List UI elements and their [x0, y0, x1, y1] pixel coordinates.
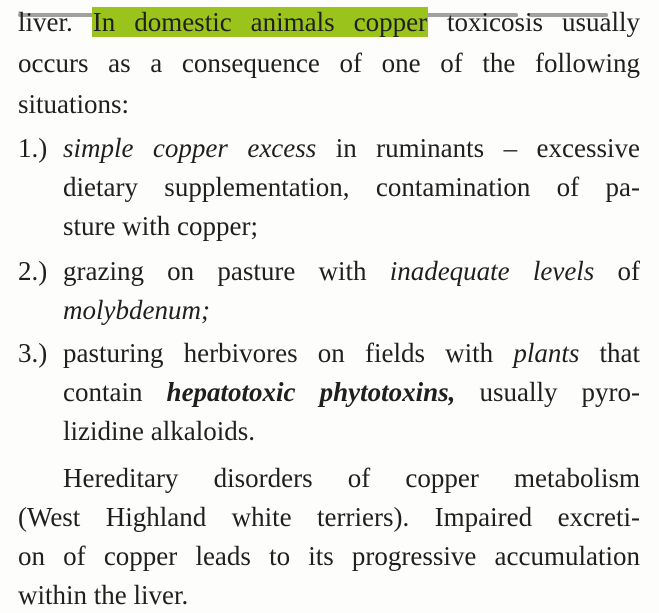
- emphasis-text: plants: [513, 338, 580, 368]
- list-number: 2.): [18, 256, 48, 286]
- text-run: grazing on pasture with: [63, 256, 367, 286]
- emphasis-text: molybdenum;: [63, 295, 210, 325]
- paragraph-bottom-line-1: Hereditary disorders of copper metabolism: [63, 463, 640, 493]
- text-run: contain: [63, 377, 143, 407]
- emphasis-text: hepatotoxic phytotoxins,: [166, 377, 456, 407]
- paragraph-bottom-line-3: on of copper leads to its progressive accumulation: [18, 541, 640, 571]
- list-item-1-line-2: dietary supplementation, contamination of pa-: [63, 172, 640, 202]
- list-number: 3.): [18, 338, 48, 368]
- list-item-1-line-3: sture with copper;: [63, 211, 258, 241]
- text-run: of: [617, 256, 640, 286]
- list-item-1-line-1: [63, 130, 640, 166]
- list-item-2-line-1: [63, 253, 640, 289]
- list-item-3-line-2: [63, 374, 640, 410]
- paragraph-top-line-1: [18, 4, 640, 40]
- list-number: 1.): [18, 133, 48, 163]
- list-item-2-line-2: [63, 292, 210, 328]
- highlighted-text: In domestic animals copper: [92, 7, 428, 37]
- paragraph-top-line-2: occurs as a consequence of one of the following: [18, 48, 640, 78]
- list-item-3-line-3: lizidine alkaloids.: [63, 416, 255, 446]
- text-run: usually pyro-: [479, 377, 640, 407]
- text-run: pasturing herbivores on fields with: [63, 338, 494, 368]
- text-run: liver.: [18, 7, 73, 37]
- paragraph-bottom-line-2: (West Highland white terriers). Impaired excreti-: [18, 502, 640, 532]
- text-run: that: [599, 338, 641, 368]
- paragraph-bottom-line-4: within the liver.: [18, 580, 189, 610]
- emphasis-text: simple copper excess: [63, 133, 317, 163]
- list-item-3-line-1: [63, 335, 640, 371]
- emphasis-text: inadequate levels: [389, 256, 595, 286]
- paragraph-top-line-3: situations:: [18, 89, 130, 119]
- text-run: toxicosis usually: [447, 7, 641, 37]
- text-run: in ruminants – excessive: [335, 133, 640, 163]
